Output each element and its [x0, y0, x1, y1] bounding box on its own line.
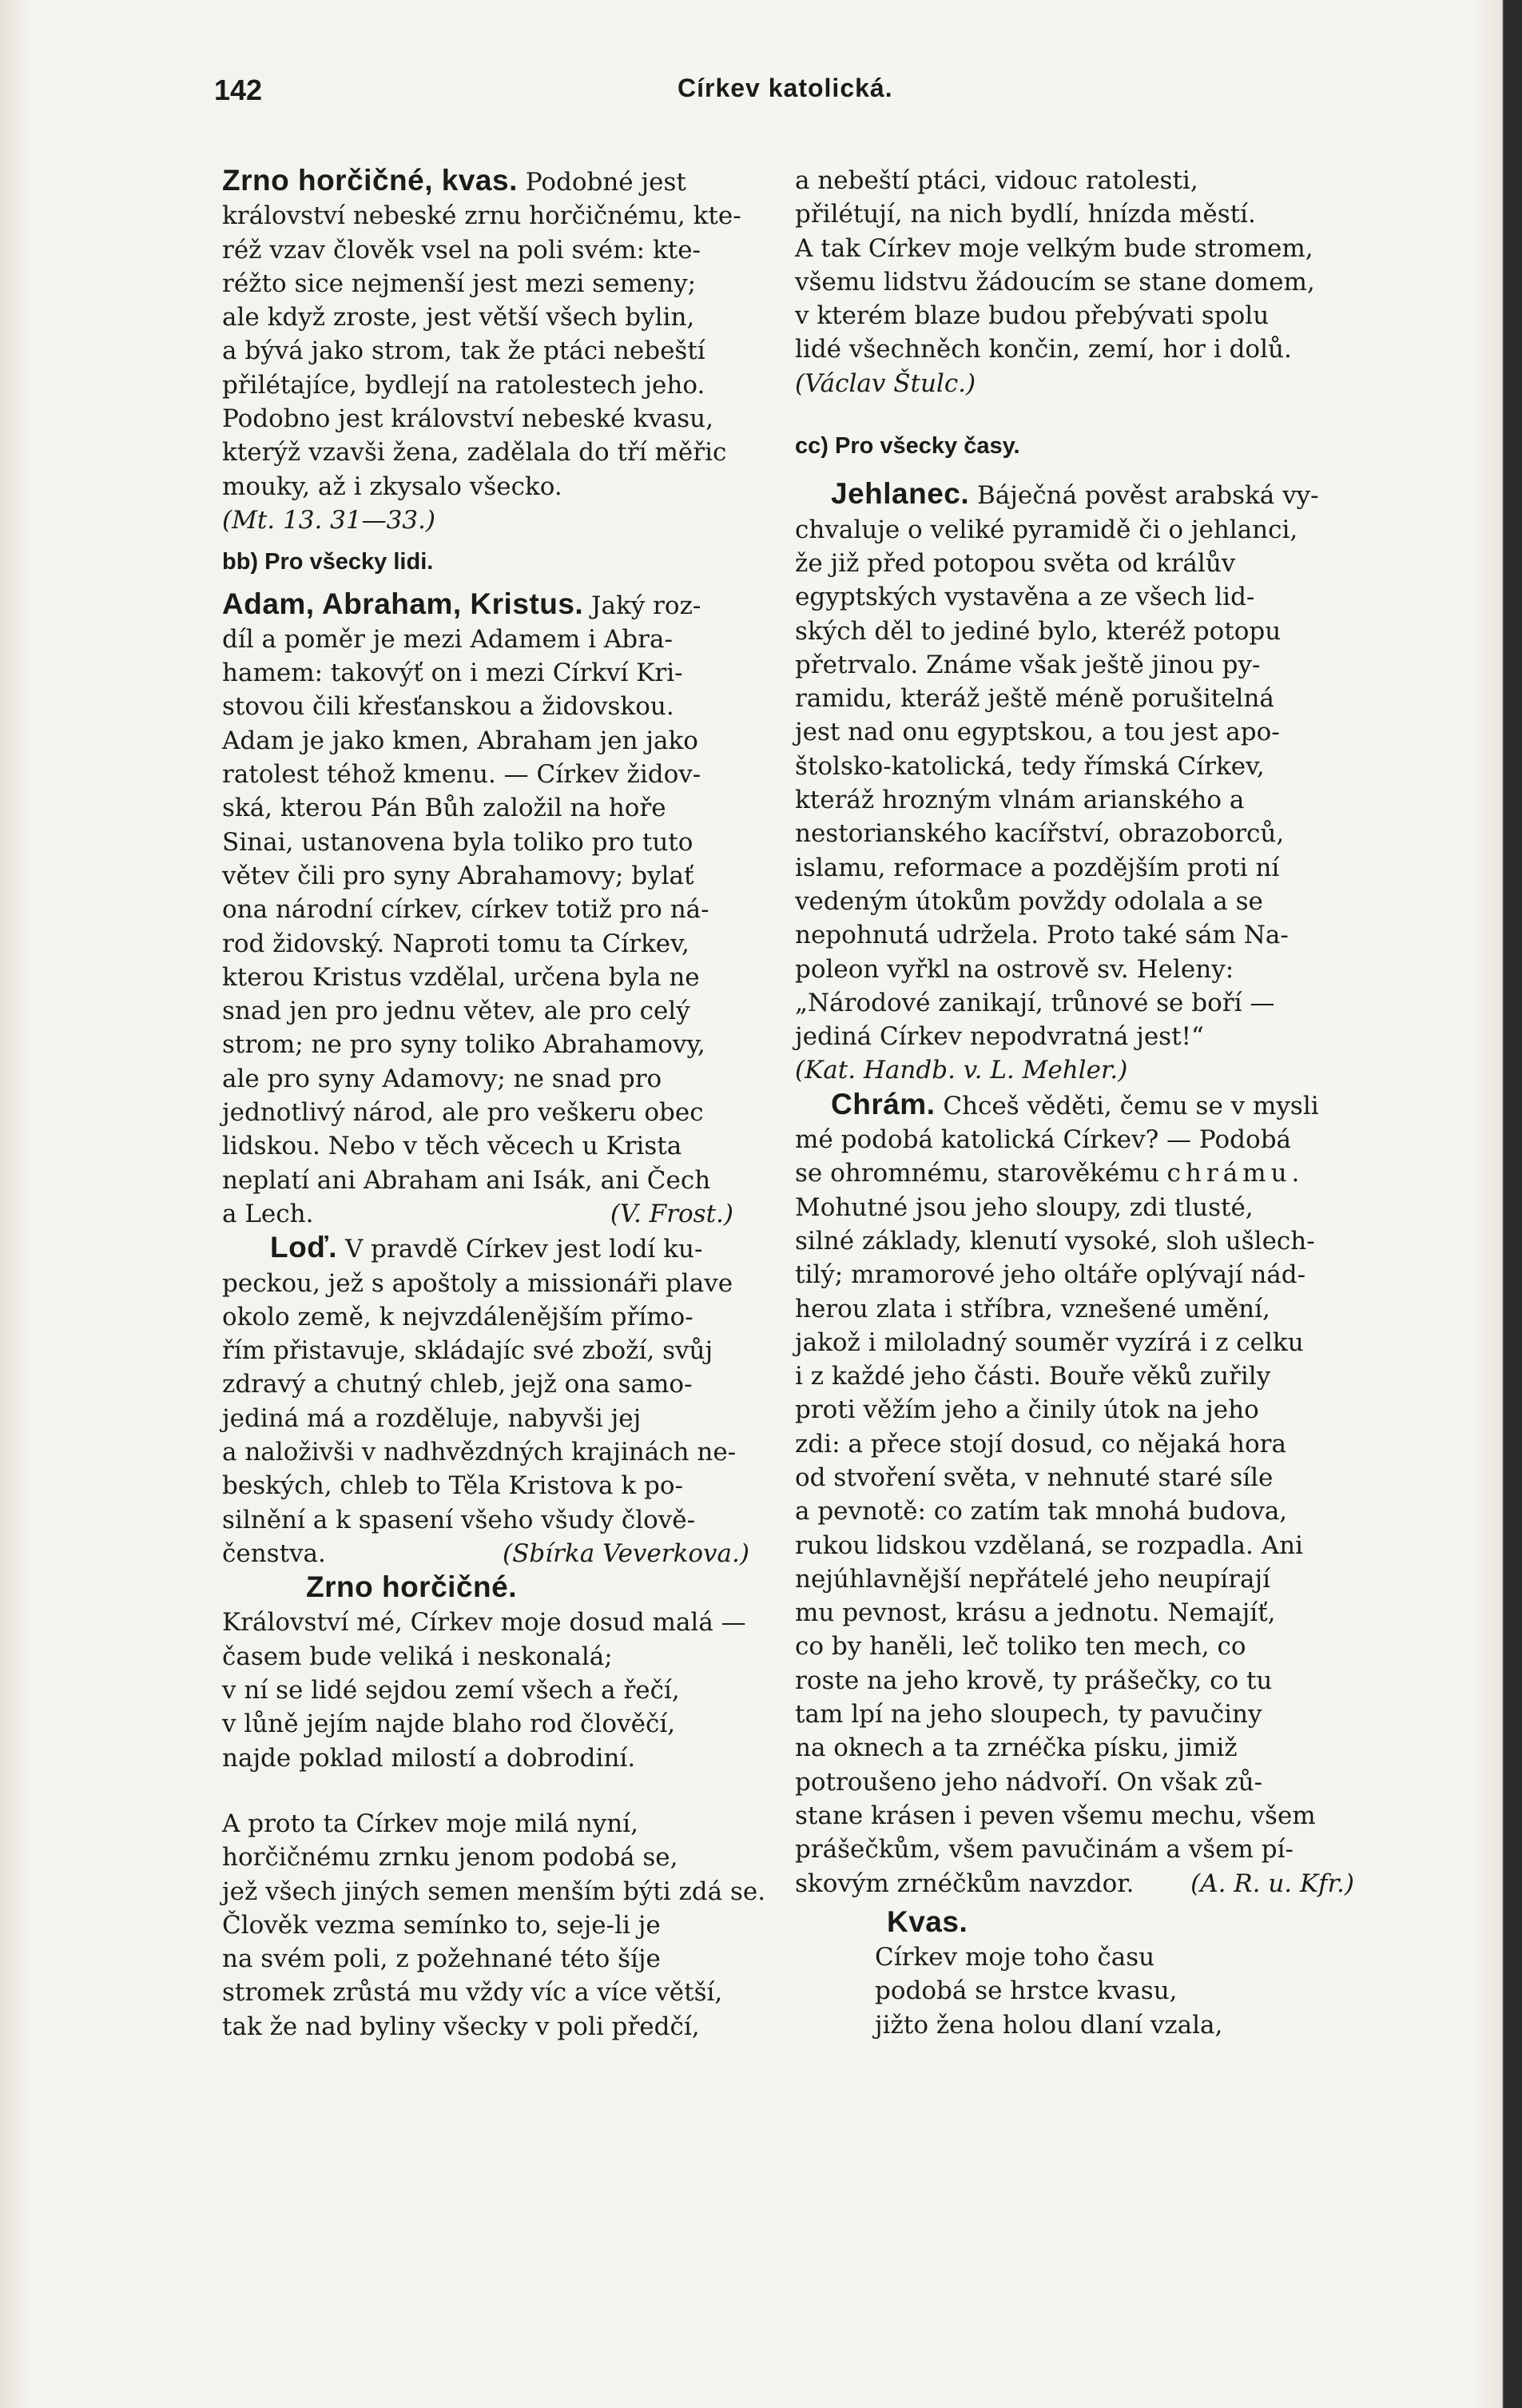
- poem-heading: [222, 1570, 765, 1606]
- page-number: 142: [214, 74, 263, 106]
- subsection-heading: bb) Pro všecky lidi.: [222, 549, 434, 575]
- paragraph-adam-abraham: Adam, Abraham, Kristus. Jaký roz- díl a poměr je mezi Adamem i Abra- hamem: takovýť on i mezi Církví Kri- stovou čili křesťanskou a židovskou. Adam je jako kmen, Abraham jen jako ratolest téhož kmenu. — Církev židov- ská, kterou Pán Bůh založil na hoře Sinai, ustanovena byla toliko pro tuto větev čili pro syny Abrahamovy; bylať ona národní církev, církev totiž pro ná- rod židovský. Naproti tomu ta Církev, kterou Kristus vzdělal, určena byla ne snad jen pro jednu větev, ale pro celý strom; ne pro syny toliko Abrahamovy, ale pro syny Adamovy; ne snad pro jednotlivý národ, ale pro veškeru obec lidskou. Nebo v těch věcech u Krista neplatí ani Abraham ani Isák, ani Čech a Lech. (V. Frost.): [222, 587, 765, 1232]
- paragraph-jehlanec: Jehlanec. Báječná pověst arabská vy- chvaluje o veliké pyramidě či o jehlanci, že již před potopou světa od králův egyptských vystavěna a ze všech lid- ských děl to jediné bylo, kteréž potopu přetrvalo. Známe však ještě jinou py- ramidu, kteráž ještě méně porušitelná jest nad onu egyptskou, a tou jest apo- štolsko-katolická, tedy římská Církev, kteráž hrozným vlnám arianského a nestorianského kacířství, obrazoborců, islamu, reformace a pozdějším proti ní vedeným útokům povždy odolala a se nepohnutá udržela. Proto také sám Na- poleon vyřkl na ostrově sv. Heleny: „Národové zanikají, trůnové se boří — jediná Církev nepodvratná jest!“: [795, 477, 1319, 1052]
- citation: (Václav Štulc.): [795, 368, 976, 398]
- poem-heading: [795, 1905, 1354, 1940]
- section-heading: Loď.: [270, 1231, 338, 1264]
- citation: (V. Frost.): [610, 1199, 733, 1228]
- section-heading: Jehlanec.: [831, 477, 970, 511]
- paragraph-zrno-kvas: Zrno horčičné, kvas. Podobné jest království nebeské zrnu horčičnému, kte- réž vzav člověk vsel na poli svém: kte- réžto sice nejmenší jest mezi semeny; ale když zroste, jest větší všech bylin, a bývá jako strom, tak že ptáci nebeští přilétajíce, bydlejí na ratolestech jeho. Podobno jest království nebeské kvasu, kterýž vzavši žena, zadělala do tří měřic mouky, až i zkysalo všecko.: [222, 164, 741, 501]
- section-heading: Zrno horčičné.: [306, 1570, 517, 1604]
- spaced-word: chrámu.: [1166, 1159, 1305, 1188]
- poem-stanza-2: A proto ta Církev moje milá nyní, horčičnému zrnku jenom podobá se, jež všech jiných semen menším býti zdá se. Člověk vezma semínko to, seje-li je na svém poli, z požehnané této šíje stromek zrůstá mu vždy víc a více větší, tak že nad byliny všecky v poli předčí,: [222, 1809, 766, 2041]
- section-heading: Chrám.: [831, 1087, 936, 1120]
- paragraph-chram: Chrám. Chceš věděti, čemu se v mysli mé podobá katolická Církev? — Podobá se ohromnému, starověkému chrámu. Mohutné jsou jeho sloupy, zdi tlusté, silné základy, klenutí vysoké, sloh ušlech- tilý; mramorové jeho oltáře oplývají nád- herou zlata i stříbra, vznešené umění, jakož i miloladný souměr vyzírá i z celku i z každé jeho části. Bouře věků zuřily proti věžím jeho a činily útok na jeho zdi: a přece stojí dosud, co nějaká hora od stvoření světa, v nehnuté staré síle a pevnotě: co zatím tak mnohá budova, rukou lidskou vzdělaná, se rozpadla. Ani nejúhlavnější nepřátelé jeho neupírají mu pevnost, krásu a jednotu. Nemajíť, co by haněli, leč toliko ten mech, co roste na jeho krově, ty prášečky, co tu tam lpí na jeho sloupech, ty pavučiny na oknech a ta zrnéčka písku, jimiž potroušeno jeho nádvoří. On však zů- stane krásen i peven všemu mechu, všem prášečkům, všem pavučinám a všem pí- skovým zrnéčkům navzdor. (A. R. u. Kfr.): [795, 1088, 1354, 1901]
- citation: (Kat. Handb. v. L. Mehler.): [795, 1056, 1128, 1085]
- poem-continuation: a nebeští ptáci, vidouc ratolesti, přilétují, na nich bydlí, hnízda městí. A tak Církev moje velkým bude stromem, všemu lidstvu žádoucím se stane domem, v kterém blaze budou přebývati spolu lidé všechněch končin, zemí, hor i dolů.: [795, 166, 1315, 364]
- subsection-heading: cc) Pro všecky časy.: [795, 433, 1020, 460]
- page-header: [214, 74, 1365, 121]
- running-title: Církev katolická.: [678, 74, 893, 102]
- citation: (A. R. u. Kfr.): [1190, 1869, 1354, 1898]
- paragraph-lod: Loď. V pravdě Církev jest lodí ku- peckou, jež s apoštoly a missionáři plave okolo země, k nejvzdálenějším přímo- řím přistavuje, skládajíc své zboží, svůj zdravý a chutný chleb, jejž ona samo- jediná má a rozděluje, nabyvši jej a naloživši v nadhvězdných krajinách ne- beských, chleb to Těla Kristova k po- silnění a k spasení všeho všudy člově- čenstva. (Sbírka Veverkova.): [222, 1231, 765, 1570]
- citation: (Mt. 13. 31—33.): [222, 505, 435, 535]
- poem-stanza-1: Království mé, Církev moje dosud malá — časem bude veliká i neskonalá; v ní se lidé sejdou zemí všech a řečí, v lůně jejím najde blaho rod člověčí, najde poklad milostí a dobrodiní.: [222, 1608, 746, 1773]
- section-heading: Kvas.: [887, 1905, 968, 1938]
- section-heading: Adam, Abraham, Kristus.: [222, 587, 584, 620]
- section-heading: Zrno horčičné, kvas.: [222, 164, 518, 197]
- left-column: [222, 164, 765, 2044]
- right-column: [795, 164, 1354, 2042]
- poem-kvas: Církev moje toho času podobá se hrstce kvasu, jižto žena holou dlaní vzala,: [875, 1943, 1223, 2040]
- citation: (Sbírka Veverkova.): [503, 1538, 749, 1568]
